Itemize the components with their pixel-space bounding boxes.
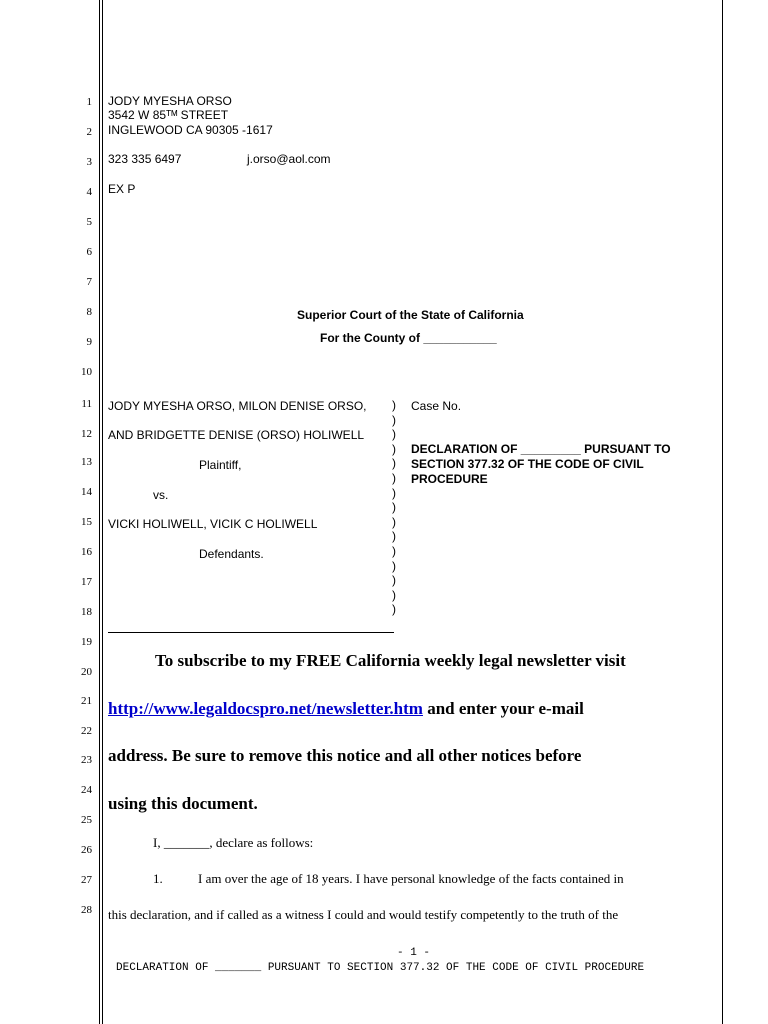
line-number: 19	[81, 636, 92, 648]
line-number: 25	[81, 814, 92, 826]
document-title-line1: DECLARATION OF _________ PURSUANT TO	[411, 442, 671, 456]
line-number: 11	[81, 398, 92, 410]
attorney-phone: 323 335 6497	[108, 152, 182, 166]
line-number: 14	[81, 486, 92, 498]
defendants-names: VICKI HOLIWELL, VICIK C HOLIWELL	[108, 517, 318, 531]
line-number: 24	[81, 784, 92, 796]
line-number: 4	[86, 186, 92, 198]
left-margin-rule-outer	[99, 0, 100, 1024]
case-number-label: Case No.	[411, 399, 462, 413]
ex-parte-label: EX P	[108, 182, 136, 196]
paragraph-1-number: 1.	[153, 871, 163, 886]
line-number: 12	[81, 428, 92, 440]
line-number: 3	[86, 156, 92, 168]
versus-label: vs.	[153, 488, 169, 502]
line-number: 13	[81, 456, 92, 468]
line-number: 1	[86, 96, 92, 108]
paragraph-1-line1: I am over the age of 18 years. I have personal knowledge of the facts contained in	[198, 871, 624, 886]
notice-line3: address. Be sure to remove this notice and all other notices before	[108, 746, 582, 765]
line-number: 10	[81, 366, 92, 378]
line-number: 6	[86, 246, 92, 258]
line-number: 16	[81, 546, 92, 558]
plaintiff-label: Plaintiff,	[199, 458, 242, 472]
document-title-line2: SECTION 377.32 OF THE CODE OF CIVIL	[411, 457, 644, 471]
line-number: 7	[86, 276, 92, 288]
line-number: 5	[86, 216, 92, 228]
court-title: Superior Court of the State of California	[297, 308, 524, 322]
attorney-address-line1: 3542 W 85ᵀᴹ STREET	[108, 108, 229, 122]
line-number: 18	[81, 606, 92, 618]
caption-bottom-rule	[108, 632, 394, 633]
line-number: 15	[81, 516, 92, 528]
right-margin-rule	[722, 0, 723, 1024]
plaintiffs-names-line1: JODY MYESHA ORSO, MILON DENISE ORSO,	[108, 399, 367, 413]
defendant-label: Defendants.	[199, 547, 264, 561]
newsletter-link[interactable]: http://www.legaldocspro.net/newsletter.htm	[108, 699, 423, 718]
line-number: 23	[81, 754, 92, 766]
line-number: 26	[81, 844, 92, 856]
declaration-opening: I, _______, declare as follows:	[153, 835, 314, 850]
court-county: For the County of ___________	[320, 331, 497, 345]
line-number: 27	[81, 874, 92, 886]
left-margin-rule-inner	[102, 0, 103, 1024]
plaintiffs-names-line2: AND BRIDGETTE DENISE (ORSO) HOLIWELL	[108, 428, 365, 442]
attorney-address-line2: INGLEWOOD CA 90305 -1617	[108, 123, 273, 137]
line-number: 2	[86, 126, 92, 138]
document-title-line3: PROCEDURE	[411, 472, 488, 486]
footer-title: DECLARATION OF _______ PURSUANT TO SECTION 377.32 OF THE CODE OF CIVIL PROCEDURE	[116, 962, 645, 974]
notice-line1: To subscribe to my FREE California weekly legal newsletter visit	[155, 651, 626, 670]
line-number: 20	[81, 666, 92, 678]
line-number: 9	[86, 336, 92, 348]
notice-line2-text: and enter your e-mail	[422, 699, 584, 718]
notice-line4: using this document.	[108, 794, 258, 813]
line-number: 28	[81, 904, 92, 916]
line-number: 21	[81, 695, 92, 707]
attorney-name: JODY MYESHA ORSO	[108, 94, 232, 108]
line-number: 22	[81, 725, 92, 737]
page-number: - 1 -	[397, 947, 431, 959]
paragraph-1-line2: this declaration, and if called as a witness I could and would testify competently to the truth of the	[108, 907, 619, 922]
line-number: 17	[81, 576, 92, 588]
caption-paren-column: ) ) ) ) ) ) ) ) ) ) ) ) ) ) )	[392, 398, 396, 617]
line-number: 8	[86, 306, 92, 318]
notice-line2	[108, 699, 584, 719]
attorney-email: j.orso@aol.com	[247, 152, 331, 166]
